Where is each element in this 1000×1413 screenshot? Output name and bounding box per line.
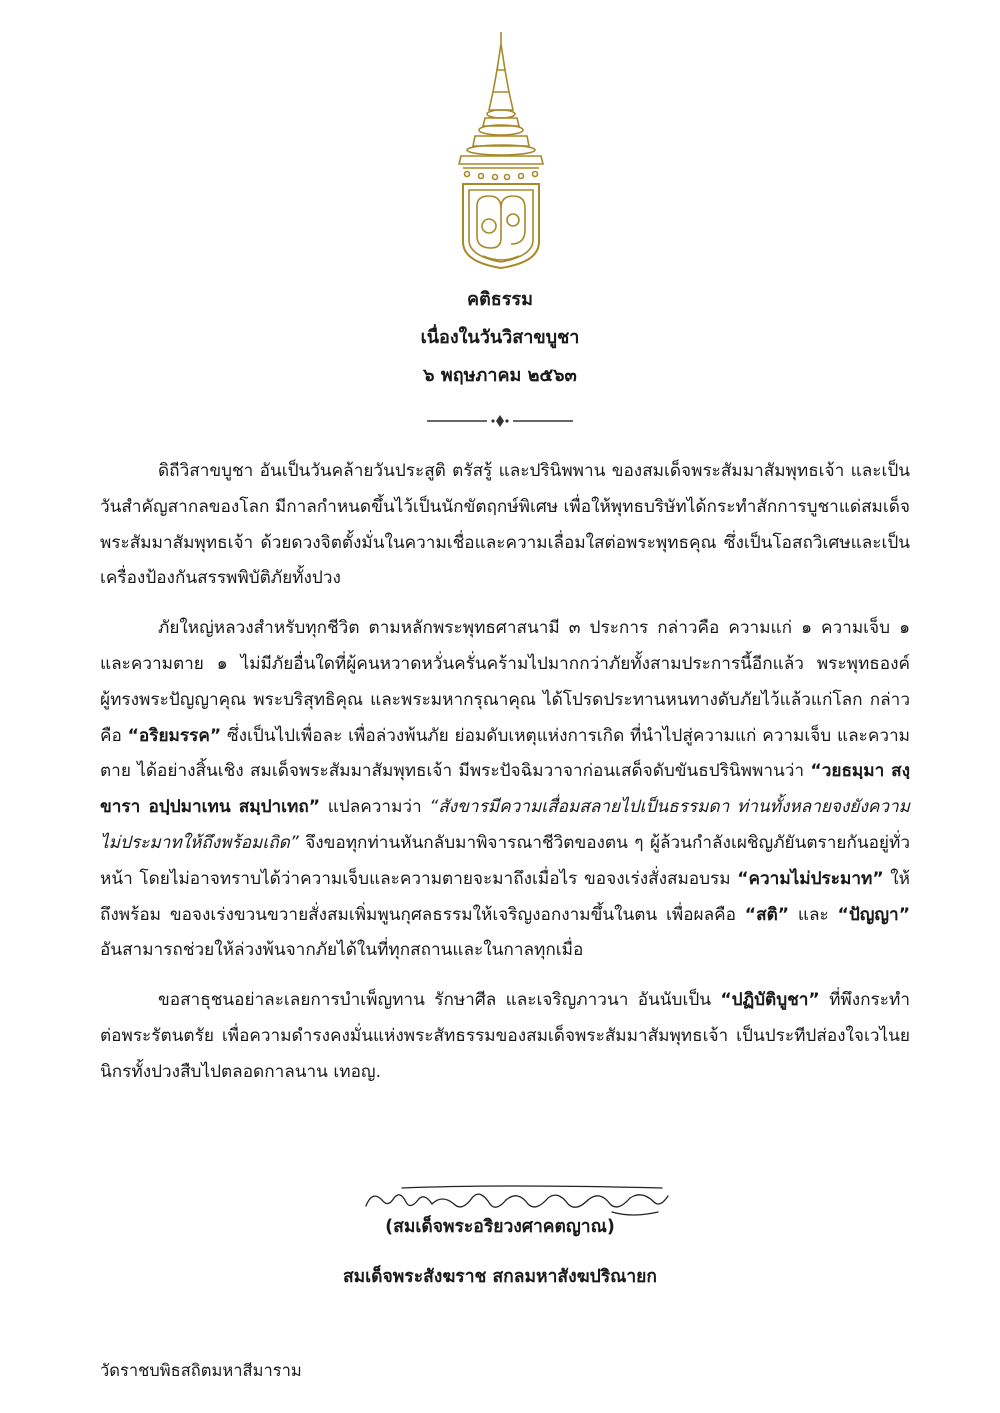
signatory-name: (สมเด็จพระอริยวงศาคตญาณ) (385, 1217, 615, 1237)
document-date: ๖ พฤษภาคม ๒๕๖๓ (423, 365, 577, 386)
translation-quote: “สังขารมีความเสื่อมสลายไปเป็นธรรมดา ท่านทั้งหลายจงยังความไม่ประมาทให้ถึงพร้อมเถิด” (100, 797, 910, 853)
document-body (100, 454, 910, 1105)
paragraph-1: ดิถีวิสาขบูชา อันเป็นวันคล้ายวันประสูติ ตรัสรู้ และปรินิพพาน ของสมเด็จพระสัมมาสัมพุทธเจ้า และเป็นวันสำคัญสากลของโลก มีกาลกำหนดขึ้นไว้เป็นนักขัตฤกษ์พิเศษ เพื่อให้พุทธบริษัทได้กระทำสักการบูชาแด่สมเด็จพระสัมมาสัมพุทธเจ้า ด้วยดวงจิตตั้งมั่นในความเชื่อและความเลื่อมใสต่อพระพุทธคุณ ซึ่งเป็นโอสถวิเศษและเป็นเครื่องป้องกันสรรพพิบัติภัยทั้งปวง (100, 461, 910, 589)
emphasis-panya: “ปัญญา” (837, 904, 910, 925)
paragraph-3: ขอสาธุชนอย่าละเลยการบำเพ็ญทาน รักษาศีล และเจริญภาวนา อันนับเป็น “ปฏิบัติบูชา” ที่พึงกระทำต่อพระรัตนตรัย เพื่อความดำรงคงมั่นแห่งพระสัทธรรมของสมเด็จพระสัมมาสัมพุทธเจ้า เป็นประทีปส่องใจเวไนยนิกรทั้งปวงสืบไปตลอดกาลนาน เทอญ. (100, 990, 910, 1082)
document-occasion: เนื่องในวันวิสาขบูชา (420, 327, 580, 348)
divider-ornament (425, 414, 575, 428)
emphasis-ariyamagga: “อริยมรรค” (127, 725, 222, 746)
signatory-title: สมเด็จพระสังฆราช สกลมหาสังฆปริณายก (342, 1267, 658, 1287)
document-title: คติธรรม (467, 289, 533, 310)
emphasis-pali-quote: “วยธมฺมา สงฺขารา อปฺปมาเทน สมฺปาเทถ” (100, 761, 911, 818)
royal-emblem-icon (455, 30, 547, 272)
emphasis-patibat-bucha: “ปฏิบัติบูชา” (720, 990, 820, 1011)
temple-name: วัดราชบพิธสถิตมหาสีมาราม (100, 1361, 302, 1380)
emphasis-sati: “สติ” (744, 904, 790, 925)
paragraph-2: ภัยใหญ่หลวงสำหรับทุกชีวิต ตามหลักพระพุทธศาสนามี ๓ ประการ กล่าวคือ ความแก่ ๑ ความเจ็บ ๑ และความตาย ๑ ไม่มีภัยอื่นใดที่ผู้คนหวาดหวั่นครั่นคร้ามไปมากกว่าภัยทั้งสามประการนี้อีกแล้ว พระพุทธองค์ผู้ทรงพระปัญญาคุณ พระบริสุทธิคุณ และพระมหากรุณาคุณ ได้โปรดประทานหนทางดับภัยไว้แล้วแก่โลก กล่าวคือ “อริยมรรค” ซึ่งเป็นไปเพื่อละ เพื่อล่วงพ้นภัย ย่อมดับเหตุแห่งการเกิด ที่นำไปสู่ความแก่ ความเจ็บ และความตาย ได้อย่างสิ้นเชิง สมเด็จพระสัมมาสัมพุทธเจ้า มีพระปัจฉิมวาจาก่อนเสด็จดับขันธปรินิพพานว่า “วยธมฺมา สงฺขารา อปฺปมาเทน สมฺปาเทถ” แปลความว่า “สังขารมีความเสื่อมสลายไปเป็นธรรมดา ท่านทั้งหลายจงยังความไม่ประมาทให้ถึงพร้อมเถิด” จึงขอทุกท่านหันกลับมาพิจารณาชีวิตของตน ๆ ผู้ล้วนกำลังเผชิญภัยันตรายกันอยู่ทั่วหน้า โดยไม่อาจทราบได้ว่าความเจ็บและความตายจะมาถึงเมื่อไร ขอจงเร่งสั่งสมอบรม “ความไม่ประมาท” ให้ถึงพร้อม ขอจงเร่งขวนขวายสั่งสมเพิ่มพูนกุศลธรรมให้เจริญงอกงามขึ้นในตน เพื่อผลคือ “สติ” และ “ปัญญา” อันสามารถช่วยให้ล่วงพ้นจากภัยได้ในที่ทุกสถานและในกาลทุกเมื่อ (100, 618, 911, 961)
emphasis-heedfulness: “ความไม่ประมาท” (737, 868, 884, 889)
